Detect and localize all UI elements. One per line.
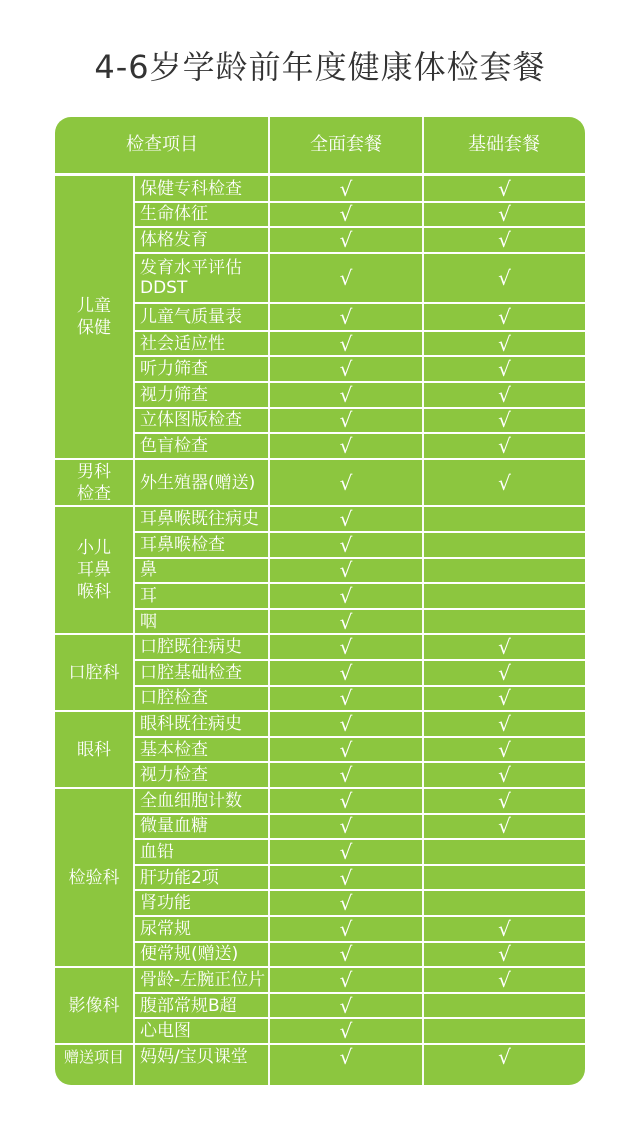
item-name: 耳鼻喉既往病史 bbox=[140, 509, 259, 530]
basic-package-check-icon: √ bbox=[498, 737, 511, 762]
header-items: 检查项目 bbox=[126, 134, 198, 155]
item-name: 社会适应性 bbox=[140, 333, 225, 354]
full-package-check-icon: √ bbox=[339, 433, 353, 458]
full-package-check-icon: √ bbox=[339, 763, 353, 788]
full-package-check-icon: √ bbox=[339, 265, 353, 290]
item-name: 鼻 bbox=[140, 560, 157, 581]
item-name: 微量血糖 bbox=[140, 816, 208, 837]
item-name: 保健专科检查 bbox=[140, 178, 242, 199]
item-name: 妈妈/宝贝课堂 bbox=[140, 1046, 248, 1067]
full-package-check-icon: √ bbox=[339, 916, 353, 941]
basic-package-check-icon: √ bbox=[498, 357, 511, 382]
full-package-check-icon: √ bbox=[339, 202, 353, 227]
full-package-check-icon: √ bbox=[339, 1044, 353, 1069]
full-package-check-icon: √ bbox=[339, 331, 353, 356]
table-header bbox=[55, 117, 585, 176]
item-name: 耳 bbox=[140, 585, 157, 606]
full-package-check-icon: √ bbox=[339, 1019, 353, 1044]
category-label: 影像科 bbox=[68, 995, 120, 1016]
item-name: 血铅 bbox=[140, 841, 174, 862]
item-name: 口腔基础检查 bbox=[140, 662, 242, 683]
full-package-check-icon: √ bbox=[339, 942, 353, 967]
basic-package-check-icon: √ bbox=[498, 814, 511, 839]
full-package-check-icon: √ bbox=[339, 558, 353, 583]
basic-package-check-icon: √ bbox=[498, 916, 511, 941]
basic-package-check-icon: √ bbox=[498, 176, 511, 201]
header-full-package: 全面套餐 bbox=[310, 134, 382, 155]
page-title: 4-6岁学龄前年度健康体检套餐 bbox=[94, 48, 546, 86]
item-name: 视力检查 bbox=[140, 765, 208, 786]
category-label: 男科 检查 bbox=[77, 461, 111, 504]
item-name: 眼科既往病史 bbox=[140, 713, 242, 734]
full-package-check-icon: √ bbox=[339, 357, 353, 382]
item-name: 肾功能 bbox=[140, 893, 191, 914]
item-name: 立体图版检查 bbox=[140, 410, 242, 431]
item-name: 视力筛查 bbox=[140, 384, 208, 405]
item-name: 全血细胞计数 bbox=[140, 790, 242, 811]
basic-package-check-icon: √ bbox=[498, 686, 511, 711]
basic-package-check-icon: √ bbox=[498, 227, 511, 252]
basic-package-check-icon: √ bbox=[498, 304, 511, 329]
basic-package-check-icon: √ bbox=[498, 470, 511, 495]
item-name: 外生殖器(赠送) bbox=[140, 472, 256, 493]
basic-package-check-icon: √ bbox=[498, 660, 511, 685]
basic-package-check-icon: √ bbox=[498, 265, 511, 290]
full-package-check-icon: √ bbox=[339, 686, 353, 711]
category-label: 儿童 保健 bbox=[77, 296, 111, 339]
item-name: 尿常规 bbox=[140, 918, 191, 939]
item-name: 口腔检查 bbox=[140, 688, 208, 709]
category-label: 眼科 bbox=[77, 739, 111, 760]
basic-package-check-icon: √ bbox=[498, 331, 511, 356]
basic-package-check-icon: √ bbox=[498, 967, 511, 992]
item-name: 体格发育 bbox=[140, 229, 208, 250]
full-package-check-icon: √ bbox=[339, 891, 353, 916]
full-package-check-icon: √ bbox=[339, 304, 353, 329]
basic-package-check-icon: √ bbox=[498, 635, 511, 660]
category-label: 检验科 bbox=[68, 867, 120, 888]
item-name: 骨龄-左腕正位片 bbox=[140, 969, 266, 990]
full-package-check-icon: √ bbox=[339, 227, 353, 252]
basic-package-check-icon: √ bbox=[498, 202, 511, 227]
full-package-check-icon: √ bbox=[339, 609, 353, 634]
basic-package-check-icon: √ bbox=[498, 382, 511, 407]
basic-package-check-icon: √ bbox=[498, 763, 511, 788]
full-package-check-icon: √ bbox=[339, 711, 353, 736]
item-name: 肝功能2项 bbox=[140, 867, 219, 888]
full-package-check-icon: √ bbox=[339, 382, 353, 407]
item-name: 生命体征 bbox=[140, 204, 208, 225]
full-package-check-icon: √ bbox=[339, 788, 353, 813]
full-package-check-icon: √ bbox=[339, 532, 353, 557]
package-table bbox=[55, 117, 585, 1085]
item-name: 儿童气质量表 bbox=[140, 306, 242, 327]
item-name: 耳鼻喉检查 bbox=[140, 534, 225, 555]
item-name: 发育水平评估 DDST bbox=[140, 257, 242, 298]
category-divider bbox=[133, 176, 135, 1085]
full-package-check-icon: √ bbox=[339, 660, 353, 685]
item-name: 腹部常规B超 bbox=[140, 995, 237, 1016]
category-label: 赠送项目 bbox=[63, 1047, 124, 1066]
item-name: 色盲检查 bbox=[140, 435, 208, 456]
basic-package-check-icon: √ bbox=[498, 433, 511, 458]
basic-package-check-icon: √ bbox=[498, 788, 511, 813]
category-label: 小儿 耳鼻 喉科 bbox=[77, 538, 111, 603]
basic-package-check-icon: √ bbox=[498, 408, 511, 433]
full-package-check-icon: √ bbox=[339, 635, 353, 660]
basic-package-check-icon: √ bbox=[498, 711, 511, 736]
full-package-check-icon: √ bbox=[339, 865, 353, 890]
item-name: 听力筛查 bbox=[140, 359, 208, 380]
full-package-check-icon: √ bbox=[339, 507, 353, 532]
full-package-check-icon: √ bbox=[339, 583, 353, 608]
header-basic-package: 基础套餐 bbox=[468, 134, 540, 155]
item-name: 咽 bbox=[140, 611, 157, 632]
full-package-check-icon: √ bbox=[339, 839, 353, 864]
full-package-check-icon: √ bbox=[339, 737, 353, 762]
full-package-check-icon: √ bbox=[339, 993, 353, 1018]
full-package-check-icon: √ bbox=[339, 176, 353, 201]
item-name: 心电图 bbox=[140, 1021, 191, 1042]
full-package-check-icon: √ bbox=[339, 814, 353, 839]
full-package-check-icon: √ bbox=[339, 470, 353, 495]
item-name: 便常规(赠送) bbox=[140, 944, 239, 965]
full-package-check-icon: √ bbox=[339, 408, 353, 433]
item-name: 基本检查 bbox=[140, 739, 208, 760]
item-name: 口腔既往病史 bbox=[140, 637, 242, 658]
full-package-check-icon: √ bbox=[339, 967, 353, 992]
category-label: 口腔科 bbox=[68, 662, 120, 683]
basic-package-check-icon: √ bbox=[498, 1044, 511, 1069]
basic-package-check-icon: √ bbox=[498, 942, 511, 967]
